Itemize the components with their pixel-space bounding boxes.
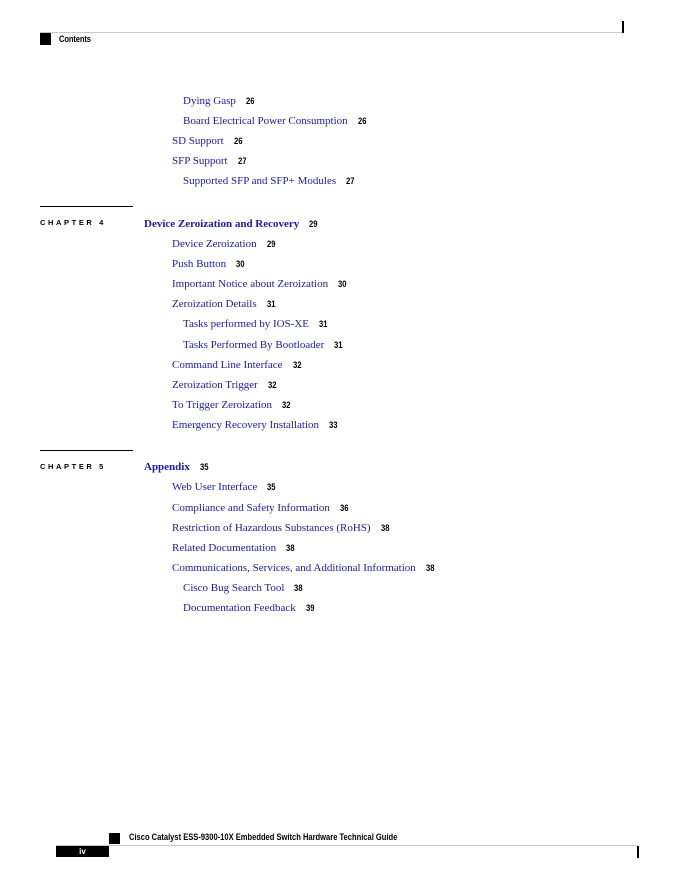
toc-entry-title: Important Notice about Zeroization <box>172 278 329 290</box>
toc-entry-page: 38 <box>286 543 295 553</box>
toc-entry-page: 26 <box>357 116 367 126</box>
toc-entry-page: 30 <box>236 259 245 269</box>
header-square-icon <box>40 33 51 45</box>
toc-entry-tasks-bootloader[interactable] <box>183 339 344 351</box>
chapter-5-title[interactable] <box>144 461 210 473</box>
header-rule <box>40 32 624 33</box>
toc-entry-board-power[interactable] <box>183 115 368 127</box>
toc-entry-sd-support[interactable] <box>172 135 244 147</box>
toc-entry-page: 31 <box>266 299 276 309</box>
toc-entry-tasks-ios-xe[interactable] <box>183 318 329 330</box>
toc-entry-page: 36 <box>339 503 349 513</box>
toc-entry-page: 27 <box>237 156 247 166</box>
chapter-title-text: Device Zeroization and Recovery <box>144 218 300 230</box>
toc-entry-page: 32 <box>267 380 277 390</box>
toc-entry-doc-feedback[interactable] <box>183 602 316 614</box>
toc-entry-dying-gasp[interactable] <box>183 95 256 107</box>
toc-entry-important-notice[interactable] <box>172 278 348 290</box>
chapter-4-title[interactable] <box>144 218 319 230</box>
toc-entry-title: Push Button <box>172 258 227 270</box>
toc-entry-compliance-safety[interactable] <box>172 502 350 514</box>
toc-entry-title: Zeroization Details <box>172 298 257 310</box>
toc-entry-page: 29 <box>266 239 276 249</box>
toc-entry-page: 39 <box>305 603 315 613</box>
toc-entry-title: Tasks Performed By Bootloader <box>183 339 325 351</box>
chapter-page: 35 <box>199 462 209 472</box>
footer-tick-mark <box>637 846 639 858</box>
chapter-page: 29 <box>309 219 318 229</box>
toc-entry-title: Command Line Interface <box>172 359 283 371</box>
toc-entry-supported-sfp[interactable] <box>183 175 356 187</box>
footer-page-number: iv <box>56 846 109 857</box>
toc-entry-title: Web User Interface <box>172 481 258 493</box>
toc-entry-sfp-support[interactable] <box>172 155 248 167</box>
toc-entry-push-button[interactable] <box>172 258 246 270</box>
header-tick-mark <box>622 21 624 33</box>
toc-entry-title: Communications, Services, and Additional Information <box>172 562 416 574</box>
toc-entry-page: 31 <box>334 340 343 350</box>
toc-entry-page: 32 <box>292 360 302 370</box>
toc-entry-page: 32 <box>282 400 291 410</box>
toc-entry-page: 27 <box>346 176 355 186</box>
toc-entry-title: Tasks performed by IOS-XE <box>183 318 310 330</box>
header-label: Contents <box>59 34 91 44</box>
toc-entry-page: 31 <box>319 319 328 329</box>
footer-square-icon <box>109 833 120 844</box>
toc-entry-page: 33 <box>329 420 338 430</box>
toc-entry-rohs[interactable] <box>172 522 391 534</box>
toc-entry-communications[interactable] <box>172 562 436 574</box>
footer-rule <box>56 845 638 846</box>
toc-entry-title: Emergency Recovery Installation <box>172 419 320 431</box>
toc-entry-page: 26 <box>233 136 243 146</box>
chapter-title-text: Appendix <box>144 461 190 473</box>
toc-entry-to-trigger-zeroization[interactable] <box>172 399 292 411</box>
toc-entry-title: To Trigger Zeroization <box>172 399 273 411</box>
toc-entry-title: Documentation Feedback <box>183 602 296 614</box>
toc-entry-title: Zeroization Trigger <box>172 379 258 391</box>
toc-entry-title: SD Support <box>172 135 224 147</box>
toc-entry-title: Dying Gasp <box>183 95 236 107</box>
footer-title: Cisco Catalyst ESS-9300-10X Embedded Switch Hardware Technical Guide <box>129 832 398 842</box>
toc-entry-title: Related Documentation <box>172 542 277 554</box>
chapter-5-label: CHAPTER 5 <box>40 462 106 471</box>
toc-entry-web-ui[interactable] <box>172 481 277 493</box>
toc-entry-device-zeroization[interactable] <box>172 238 277 250</box>
toc-entry-zeroization-trigger[interactable] <box>172 379 278 391</box>
toc-entry-page: 26 <box>245 96 255 106</box>
toc-entry-bug-search[interactable] <box>183 582 304 594</box>
toc-entry-title: Device Zeroization <box>172 238 257 250</box>
toc-entry-title: SFP Support <box>172 155 228 167</box>
toc-entry-page: 38 <box>294 583 303 593</box>
toc-entry-page: 35 <box>267 482 276 492</box>
toc-entry-related-docs[interactable] <box>172 542 296 554</box>
chapter-5-rule <box>40 450 133 451</box>
toc-entry-emergency-recovery[interactable] <box>172 419 339 431</box>
toc-entry-zeroization-details[interactable] <box>172 298 277 310</box>
toc-entry-cli[interactable] <box>172 359 303 371</box>
toc-entry-title: Cisco Bug Search Tool <box>183 582 285 594</box>
chapter-4-label: CHAPTER 4 <box>40 218 106 227</box>
toc-entry-title: Restriction of Hazardous Substances (RoHS) <box>172 522 371 534</box>
toc-entry-page: 30 <box>338 279 347 289</box>
toc-entry-title: Supported SFP and SFP+ Modules <box>183 175 337 187</box>
toc-entry-title: Board Electrical Power Consumption <box>183 115 348 127</box>
chapter-4-rule <box>40 206 133 207</box>
toc-entry-page: 38 <box>380 523 390 533</box>
toc-entry-page: 38 <box>425 563 435 573</box>
toc-entry-title: Compliance and Safety Information <box>172 502 330 514</box>
